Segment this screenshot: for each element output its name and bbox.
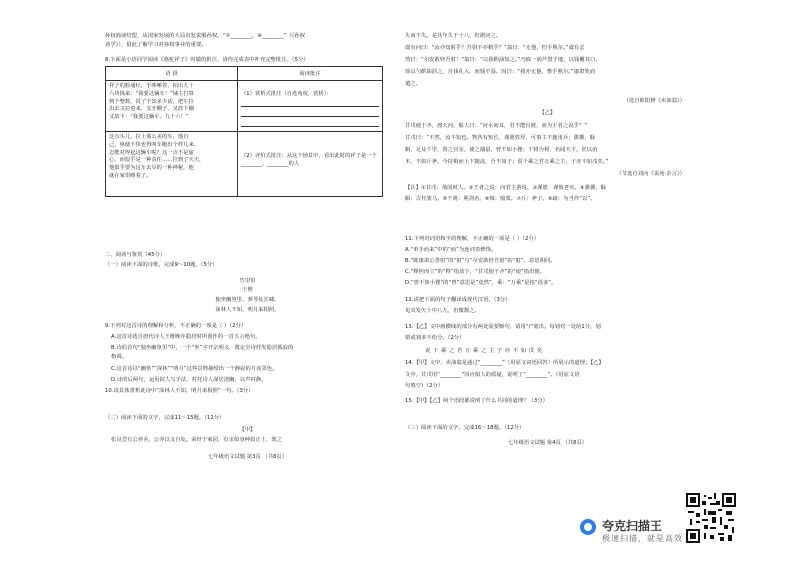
question-14: 14.【甲】文中，卖油翁是通过“________”（用原文词语回答）所展示的道理；【乙】 xyxy=(405,360,604,366)
passage-label: 【乙】 xyxy=(539,110,556,116)
note-label: （1）赏析式批注（自选角度，赏析）： xyxy=(241,91,332,97)
poem-line: 深林人不知，明月来相照。 xyxy=(215,307,280,313)
cell-line: 祥子的脸通红，手哆嗦着，拍出九十 xyxy=(109,83,194,89)
cell-line: 这点头儿，拉上那么美的车，他自 xyxy=(109,134,189,140)
scanner-logo-icon xyxy=(580,519,596,535)
poem-author: 王维 xyxy=(242,287,253,293)
page-footer: 七年级语文试题 第4页 （共8页） xyxy=(508,440,587,446)
passage-text: 甘戊曰：“不然，汝不知也。物各有短长，谨愿敦厚，可事主不施用兵；骐骥、騄 xyxy=(405,135,595,141)
passage-text: 駬，足及千里，置之宫室，使之捕鼠，曾不如小狸；干将为利，名闻天下，匠以治 xyxy=(405,147,598,153)
text-line: 劝学》），借此了解学习对孙权事业的重要。 xyxy=(105,42,207,48)
option: B.诗的首句“独坐幽篁里”中，一个“坐”字开宗明义，奠定全诗抒发隐居孤寂的 xyxy=(111,345,294,351)
text-line: 虞有问曰：“汝亦知射乎？吾射不亦精乎？”翁曰：“无他，但手熟尔。”虞有忿 xyxy=(405,45,585,51)
text-line: 句填空）（2分） xyxy=(405,383,444,389)
section-heading: （三）阅读下面的文字，完成16～18题。（12分） xyxy=(405,425,525,431)
section-heading: （二）阅读下面的文字，完成11～15题。（12分） xyxy=(105,415,225,421)
option: D.诗的后两句，运用拟人写手法，衬托诗人深居清幽，以声衬静。 xyxy=(111,377,267,383)
table-header: 语 段 xyxy=(106,67,238,81)
scanner-slogan: 极速扫描，就是高效 xyxy=(602,534,683,543)
text-line: 然曰：“尔安敢轻吾射！”翁曰：“以我酌油知之。”乃取一葫芦置于地，以钱覆其口， xyxy=(405,57,601,63)
table-cell-note[interactable] xyxy=(238,132,383,197)
poem-title: 竹里馆 xyxy=(239,278,256,284)
option: A.这首诗选自唐代诗人王维晚年隐居时所创作的一首五言绝句。 xyxy=(111,334,261,340)
section-heading: 二、阅读与鉴赏（45分） xyxy=(105,252,166,258)
option: A.“单手而来”中的“而”为连词表修饰。 xyxy=(405,247,497,253)
question-12: 12.请把下面的句子翻译成现代汉语。（3分） xyxy=(405,297,511,303)
option: D.“曾不如小狸”的“曾”意思是“竟然”，乘：“万乘”是指“很多”。 xyxy=(405,280,557,286)
table-cell-text xyxy=(106,132,238,197)
question-10: 10.请具体赏析此诗中“深林人不知，明月来相照”一句。（3分） xyxy=(105,388,254,394)
answer-line[interactable] xyxy=(241,109,379,117)
option: B.“陈康肃公善射”的“射”与“尔安敢轻吾射”的“射”，意思相同。 xyxy=(405,258,556,264)
question-8: 8.下面是小语同学阅读《骆驼祥子》时做的批注，请你完成表中补充完整批注。（5分） xyxy=(105,57,309,63)
cell-line: 心，而似乎是一种责任……拉到了天天， xyxy=(109,157,205,164)
text-line: 徐以勺酌油沥之，自钱孔入，而钱不湿。因曰：“我亦无他，惟手熟尔。”康肃笑而 xyxy=(405,69,596,75)
passage-text: 甘戊使于齐，渡大河。船人曰：“河水间耳，君不能自渡，而为王者之说乎？” xyxy=(405,123,588,129)
passage-text: 木，不如斤斧。今持楫而上下随流，吾不如子；说千乘之君万乘之主，子亦不如戊矣。” xyxy=(405,159,609,165)
cell-line: 六块钱来：“我要这辆车！”铺主打算 xyxy=(109,90,194,97)
poem-line: 独坐幽篁里，弹琴复长啸。 xyxy=(215,297,280,303)
question-9: 9.下列对这首诗的理解和分析，不正确的一项是（ ）（2分） xyxy=(105,323,247,329)
note-label: （2）评价式批注：从这个场景中，看出此时的祥子是一个________、________的人 xyxy=(241,153,377,167)
passage-text: 张良尝有公养舍，公亦以文自处。荣经于家园，有亲如身种如正土，既之 xyxy=(111,437,283,443)
text-line: 失而不失。是其年失于十八，但据问之。 xyxy=(405,33,502,39)
cell-line: 出去又拉进来，支开棚子，又放下棚 xyxy=(109,106,194,113)
scanner-name: 夸克扫描王 xyxy=(602,519,663,533)
table-cell-note[interactable] xyxy=(238,81,383,132)
sentence: 见其发矢十中八九，但微颔之。 xyxy=(405,308,480,314)
annotation-note: 【注】①甘戊：战国时人。②王者之说：向君主游说。③谨愿：谨慎老实。④骐骥、騄 xyxy=(405,185,606,191)
text-line: 遣之。 xyxy=(405,81,422,87)
cell-line: 又放下：“我要这辆车，九十六！” xyxy=(109,114,189,121)
passage-label: 【甲】 xyxy=(239,427,256,433)
table-header: 阅读批注 xyxy=(238,67,383,81)
table-cell-text xyxy=(106,81,238,132)
option: C.“释担而立”的“释”指放下，“甘戊使于齐”的“使”指出使。 xyxy=(405,269,546,275)
option: C.这首诗以“幽篁”“深林”“明月”这些景物描绘出一个静寂的月夜景色。 xyxy=(111,366,278,372)
text-line: 孙权商谈结盟，从国家发展的大局出发说服孙权。“⑦________，⑧________”（《孙权 xyxy=(105,33,306,39)
answer-line[interactable] xyxy=(241,99,379,107)
cell-line: 到个整数，说了不知多少话，把车拉 xyxy=(109,98,194,105)
page-footer: 七年级语文试题 第3页 （共8页） xyxy=(208,454,287,460)
text-line: 文中，甘戊用“________”回应船人的质疑，说明了“________”。（用原文语 xyxy=(405,372,580,378)
question-11: 11.下列对词语和字的理解，不正确的一项是（ ）（2分） xyxy=(405,236,540,242)
cell-line: 他似乎要为这车去尽的一种神秘，他 xyxy=(109,165,194,172)
segment-text: 说 千 乘 之 君 万 乘 之 主 子 亦 不 如 戊 矣 xyxy=(425,348,543,354)
section-heading: （一）阅读下面的诗歌，完成9～10题。（5分） xyxy=(105,262,218,268)
cell-line: 己，纵使不快也得叫车跑出个样儿来。 xyxy=(109,141,200,148)
text-line: 错或划多不给分。（2分） xyxy=(405,335,465,341)
annotation-table xyxy=(105,66,383,197)
option: 格调。 xyxy=(111,354,128,360)
cell-line: 就在家里睡着了。 xyxy=(109,172,152,179)
qr-code-icon xyxy=(686,493,736,543)
source-citation: （选自欧阳修《卖油翁》） xyxy=(623,98,685,104)
answer-line[interactable] xyxy=(241,119,379,127)
annotation-note: 駬：古代骏马。⑤干将：利剑名。⑥楫：船桨。⑦斤：斧子。⑧疏：为当作“以”。 xyxy=(405,196,596,202)
question-15: 15.【甲】【乙】两个语段都说明了什么共同的道理？（3分） xyxy=(405,398,549,404)
cell-line: 怎能对得起这辆车呢？这一点不是虚 xyxy=(109,149,194,156)
source-citation: （节选自刘向《说苑·杂言》） xyxy=(616,171,685,177)
question-13: 13.【乙】文中画横线的部分有两处需要断句，请用“/”划出。每划对一处给1分，划 xyxy=(405,324,601,330)
